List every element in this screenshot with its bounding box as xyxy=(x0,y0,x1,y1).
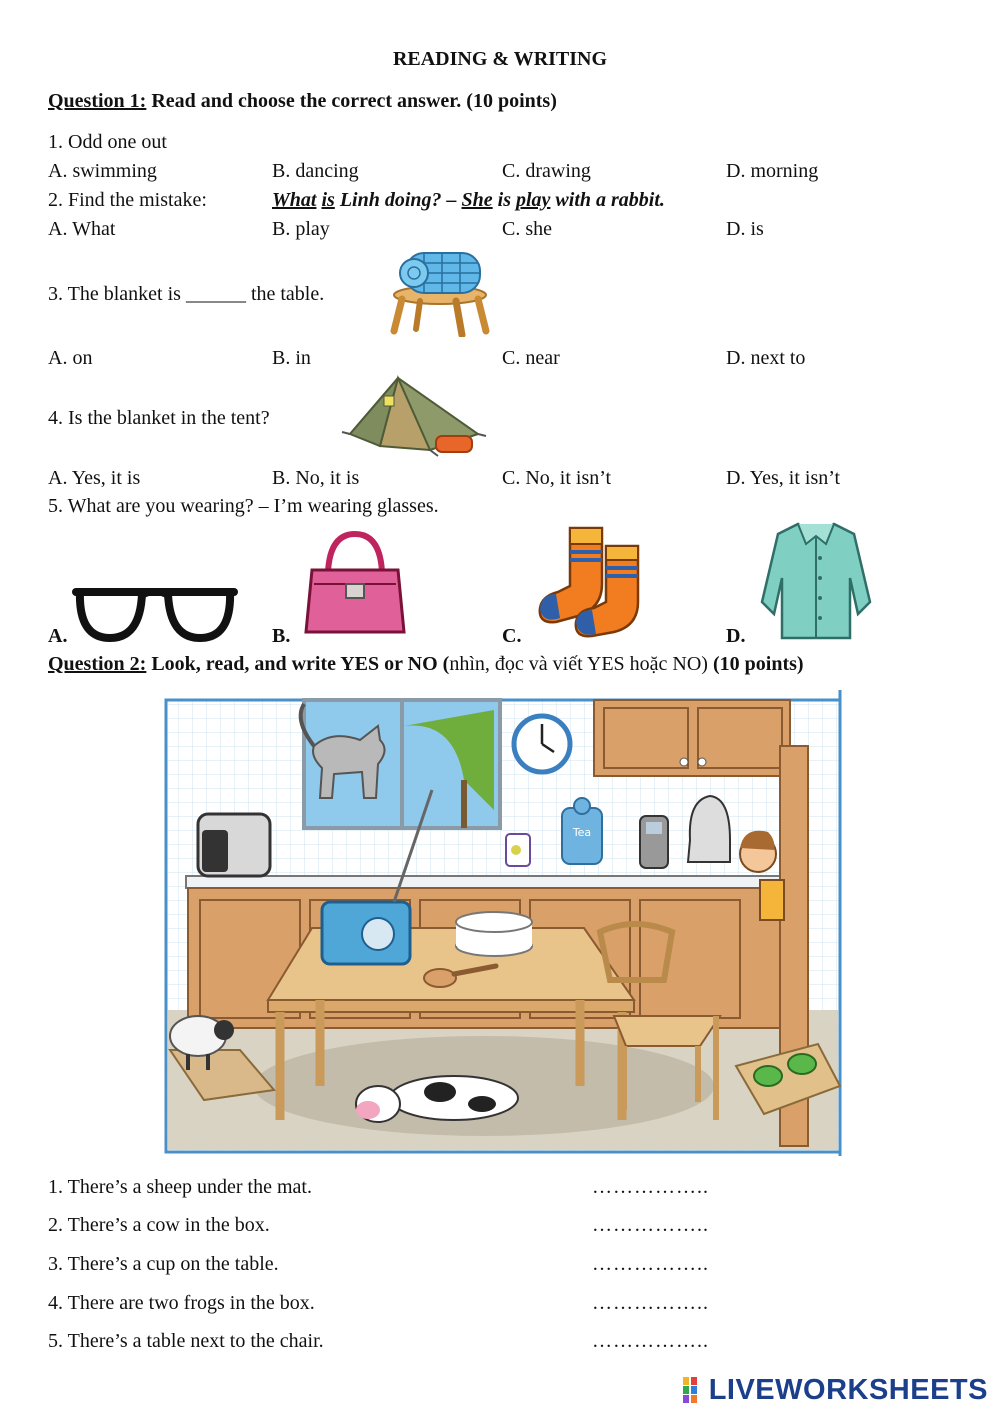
mistake-sentence xyxy=(272,189,665,212)
question-1-label: Question 1: xyxy=(48,90,147,112)
q2-answer-blank-4[interactable]: …………….. xyxy=(592,1292,709,1314)
q1-item-5-prompt: 5. What are you wearing? – I’m wearing glasses. xyxy=(48,495,439,517)
liveworksheets-logo[interactable] xyxy=(683,1372,988,1408)
mistake-word-play: play xyxy=(515,189,551,211)
question-1-heading xyxy=(48,90,557,113)
q1-item-1-prompt: 1. Odd one out xyxy=(48,131,167,153)
option-b[interactable]: B. dancing xyxy=(272,160,359,182)
mistake-word-what: What xyxy=(272,189,317,211)
q2-answer-blank-1[interactable]: …………….. xyxy=(592,1176,709,1198)
option-b[interactable]: B. No, it is xyxy=(272,467,360,489)
sentence-part: Linh doing? – xyxy=(339,189,457,211)
q1-item-2-prompt: 2. Find the mistake: xyxy=(48,189,207,211)
mistake-word-is: is xyxy=(321,189,335,211)
handbag-image[interactable] xyxy=(300,528,410,638)
option-c[interactable]: C. drawing xyxy=(502,160,591,182)
kitchen-scene-image xyxy=(164,690,844,1156)
liveworksheets-mark-icon xyxy=(683,1377,705,1403)
option-c[interactable]: C. she xyxy=(502,218,552,240)
q2-statement-5: 5. There’s a table next to the chair. xyxy=(48,1330,324,1352)
q1-item-4-prompt: 4. Is the blanket in the tent? xyxy=(48,407,270,429)
option-c[interactable]: C. No, it isn’t xyxy=(502,467,612,489)
q1-item-4-options xyxy=(48,467,948,493)
sentence-part: is xyxy=(497,189,511,211)
q2-answer-blank-5[interactable]: …………….. xyxy=(592,1330,709,1352)
question-2-instruction: Look, read, and write YES or NO ( xyxy=(151,653,450,675)
option-b[interactable]: B. play xyxy=(272,218,330,240)
mistake-word-she: She xyxy=(461,189,493,211)
q2-statement-4: 4. There are two frogs in the box. xyxy=(48,1292,315,1314)
option-d[interactable]: D. Yes, it isn’t xyxy=(726,467,841,489)
question-2-instruction-translation: nhìn, đọc và viết YES hoặc NO) xyxy=(449,653,708,675)
q2-statement-1: 1. There’s a sheep under the mat. xyxy=(48,1176,312,1198)
liveworksheets-logo-text: LIVEWORKSHEETS xyxy=(708,1373,988,1406)
q2-statement-3: 3. There’s a cup on the table. xyxy=(48,1253,279,1275)
q2-answer-blank-3[interactable]: …………….. xyxy=(592,1253,709,1275)
option-a[interactable]: A. on xyxy=(48,347,93,369)
blanket-on-table-image xyxy=(390,245,500,337)
q1-item-2-prompt-row xyxy=(48,189,948,215)
option-d[interactable]: D. is xyxy=(726,218,764,240)
option-b[interactable]: B. in xyxy=(272,347,311,369)
option-d-label[interactable]: D. xyxy=(726,625,746,647)
socks-image[interactable] xyxy=(534,524,644,639)
question-2-heading xyxy=(48,653,804,676)
glasses-image[interactable] xyxy=(70,578,240,644)
q2-answer-blank-2[interactable]: …………….. xyxy=(592,1214,709,1236)
option-a[interactable]: A. Yes, it is xyxy=(48,467,141,489)
sentence-part: with a rabbit. xyxy=(555,189,665,211)
option-a[interactable]: A. swimming xyxy=(48,160,157,182)
question-2-label: Question 2: xyxy=(48,653,147,675)
shirt-image[interactable] xyxy=(754,518,878,642)
q2-statement-2: 2. There’s a cow in the box. xyxy=(48,1214,270,1236)
question-1-instruction: Read and choose the correct answer. (10 points) xyxy=(151,90,557,112)
q1-item-1-options xyxy=(48,160,948,186)
q1-item-2-options xyxy=(48,218,948,244)
question-2-points: (10 points) xyxy=(712,653,804,675)
q1-item-3-prompt: 3. The blanket is ______ the table. xyxy=(48,283,325,305)
tea-jar-label: Tea xyxy=(572,826,592,839)
option-d[interactable]: D. next to xyxy=(726,347,806,369)
option-a-label[interactable]: A. xyxy=(48,625,68,647)
tent-image xyxy=(340,372,490,462)
page-title: READING & WRITING xyxy=(392,48,608,70)
option-d[interactable]: D. morning xyxy=(726,160,819,182)
option-a[interactable]: A. What xyxy=(48,218,116,240)
option-b-label[interactable]: B. xyxy=(272,625,291,647)
option-c[interactable]: C. near xyxy=(502,347,560,369)
q1-item-3-options xyxy=(48,347,948,373)
option-c-label[interactable]: C. xyxy=(502,625,522,647)
